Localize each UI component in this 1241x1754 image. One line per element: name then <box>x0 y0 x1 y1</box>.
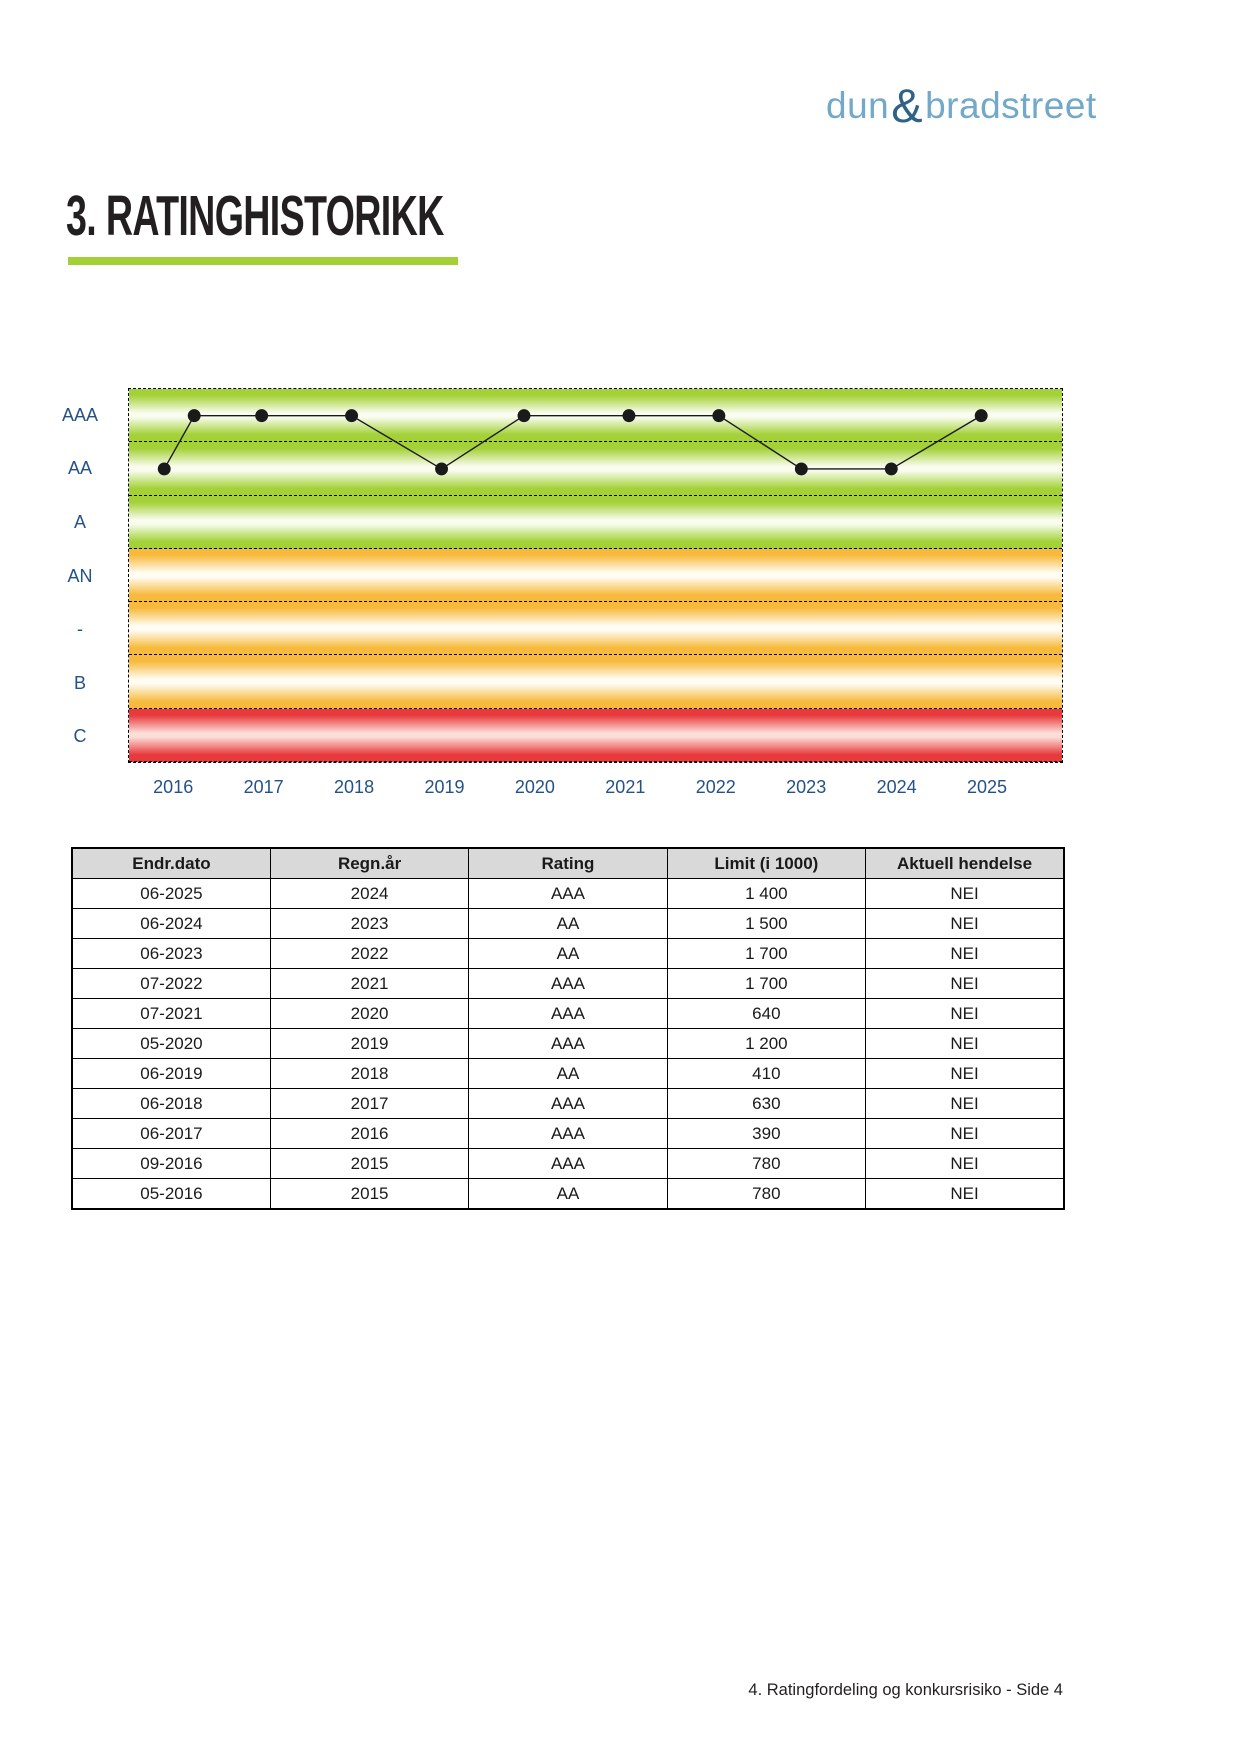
table-cell: 06-2017 <box>72 1119 270 1149</box>
rating-history-chart <box>0 388 1241 823</box>
table-cell: 06-2019 <box>72 1059 270 1089</box>
rating-point <box>345 409 358 422</box>
table-cell: 1 400 <box>667 879 865 909</box>
table-cell: AA <box>469 939 667 969</box>
table-row <box>72 879 1064 909</box>
table-cell: 06-2018 <box>72 1089 270 1119</box>
table-cell: 2024 <box>270 879 468 909</box>
table-cell: AAA <box>469 1149 667 1179</box>
table-cell: AAA <box>469 969 667 999</box>
rating-point <box>795 462 808 475</box>
logo-text-bradstreet: bradstreet <box>925 85 1097 126</box>
table-cell: AA <box>469 1059 667 1089</box>
y-axis-label: AAA <box>61 404 99 425</box>
table-cell: 1 700 <box>667 969 865 999</box>
table-cell: AAA <box>469 879 667 909</box>
table-header-row <box>72 848 1064 879</box>
table-cell: 2021 <box>270 969 468 999</box>
table-cell: NEI <box>866 1089 1064 1119</box>
table-cell: 2022 <box>270 939 468 969</box>
logo-ampersand-icon: & <box>891 79 924 132</box>
table-row <box>72 999 1064 1029</box>
x-axis-label: 2022 <box>695 777 736 797</box>
table-cell: AAA <box>469 1029 667 1059</box>
table-cell: 05-2020 <box>72 1029 270 1059</box>
table-cell: 390 <box>667 1119 865 1149</box>
title-underline <box>68 257 458 265</box>
rating-point <box>712 409 725 422</box>
table-cell: 2016 <box>270 1119 468 1149</box>
table-row <box>72 969 1064 999</box>
x-axis-label: 2021 <box>605 777 646 797</box>
x-axis-label: 2024 <box>876 777 917 797</box>
rating-line-plot <box>129 389 1062 762</box>
table-cell: NEI <box>866 1059 1064 1089</box>
x-axis-label: 2020 <box>514 777 555 797</box>
rating-line <box>164 416 981 469</box>
y-axis-label: AA <box>67 458 92 479</box>
table-row <box>72 1059 1064 1089</box>
table-cell: 780 <box>667 1149 865 1179</box>
rating-point <box>255 409 268 422</box>
table-cell: AA <box>469 1179 667 1210</box>
table-row <box>72 1089 1064 1119</box>
rating-point <box>975 409 988 422</box>
x-axis-label: 2025 <box>967 777 1008 797</box>
table-cell: NEI <box>866 879 1064 909</box>
rating-point <box>435 462 448 475</box>
table-header-cell: Regn.år <box>270 848 468 879</box>
y-axis-label: A <box>73 511 86 532</box>
table-cell: 640 <box>667 999 865 1029</box>
table-cell: NEI <box>866 1149 1064 1179</box>
table-cell: AA <box>469 909 667 939</box>
y-axis-label: C <box>73 726 87 747</box>
table-header-cell: Limit (i 1000) <box>667 848 865 879</box>
x-axis-label: 2016 <box>153 777 194 797</box>
table-cell: 1 200 <box>667 1029 865 1059</box>
table-header-cell: Aktuell hendelse <box>866 848 1064 879</box>
x-axis-label: 2023 <box>786 777 827 797</box>
table-header-cell: Endr.dato <box>72 848 270 879</box>
table-cell: 09-2016 <box>72 1149 270 1179</box>
table-cell: 05-2016 <box>72 1179 270 1210</box>
table-row <box>72 1179 1064 1210</box>
table-cell: NEI <box>866 999 1064 1029</box>
table-cell: 1 700 <box>667 939 865 969</box>
table-cell: 2019 <box>270 1029 468 1059</box>
table-cell: NEI <box>866 969 1064 999</box>
rating-point <box>188 409 201 422</box>
table-cell: 2015 <box>270 1149 468 1179</box>
table-cell: AAA <box>469 999 667 1029</box>
rating-point <box>885 462 898 475</box>
table-cell: NEI <box>866 1179 1064 1210</box>
dun-bradstreet-logo <box>826 78 1097 132</box>
table-cell: 07-2022 <box>72 969 270 999</box>
table-cell: 06-2025 <box>72 879 270 909</box>
table-cell: NEI <box>866 1029 1064 1059</box>
y-axis-label: AN <box>67 565 93 586</box>
table-cell: 630 <box>667 1089 865 1119</box>
table-row <box>72 1119 1064 1149</box>
table-cell: 2015 <box>270 1179 468 1210</box>
x-axis-label: 2019 <box>424 777 465 797</box>
y-axis-label: - <box>77 619 83 640</box>
table-cell: 2018 <box>270 1059 468 1089</box>
rating-point <box>158 462 171 475</box>
table-cell: NEI <box>866 909 1064 939</box>
table-cell: NEI <box>866 1119 1064 1149</box>
plot-area <box>128 388 1063 763</box>
table-row <box>72 1029 1064 1059</box>
table-cell: AAA <box>469 1119 667 1149</box>
logo-text-dun: dun <box>826 85 890 126</box>
table-row <box>72 909 1064 939</box>
table-cell: 07-2021 <box>72 999 270 1029</box>
table-cell: 410 <box>667 1059 865 1089</box>
page-title: 3. RATINGHISTORIKK <box>66 184 444 248</box>
table-cell: 1 500 <box>667 909 865 939</box>
y-axis-label: B <box>73 672 86 693</box>
table-cell: 2023 <box>270 909 468 939</box>
table-body <box>72 879 1064 1210</box>
table-cell: 2017 <box>270 1089 468 1119</box>
table-row <box>72 1149 1064 1179</box>
rating-point <box>622 409 635 422</box>
x-axis-label: 2018 <box>334 777 375 797</box>
table-cell: 06-2024 <box>72 909 270 939</box>
table-row <box>72 939 1064 969</box>
table-header-cell: Rating <box>469 848 667 879</box>
table-cell: 780 <box>667 1179 865 1210</box>
rating-point <box>518 409 531 422</box>
table-cell: 2020 <box>270 999 468 1029</box>
rating-history-table <box>71 847 1065 1210</box>
x-axis-label: 2017 <box>243 777 284 797</box>
table-cell: 06-2023 <box>72 939 270 969</box>
table-cell: AAA <box>469 1089 667 1119</box>
page-footer: 4. Ratingfordeling og konkursrisiko - Side 4 <box>748 1681 1063 1699</box>
table-cell: NEI <box>866 939 1064 969</box>
